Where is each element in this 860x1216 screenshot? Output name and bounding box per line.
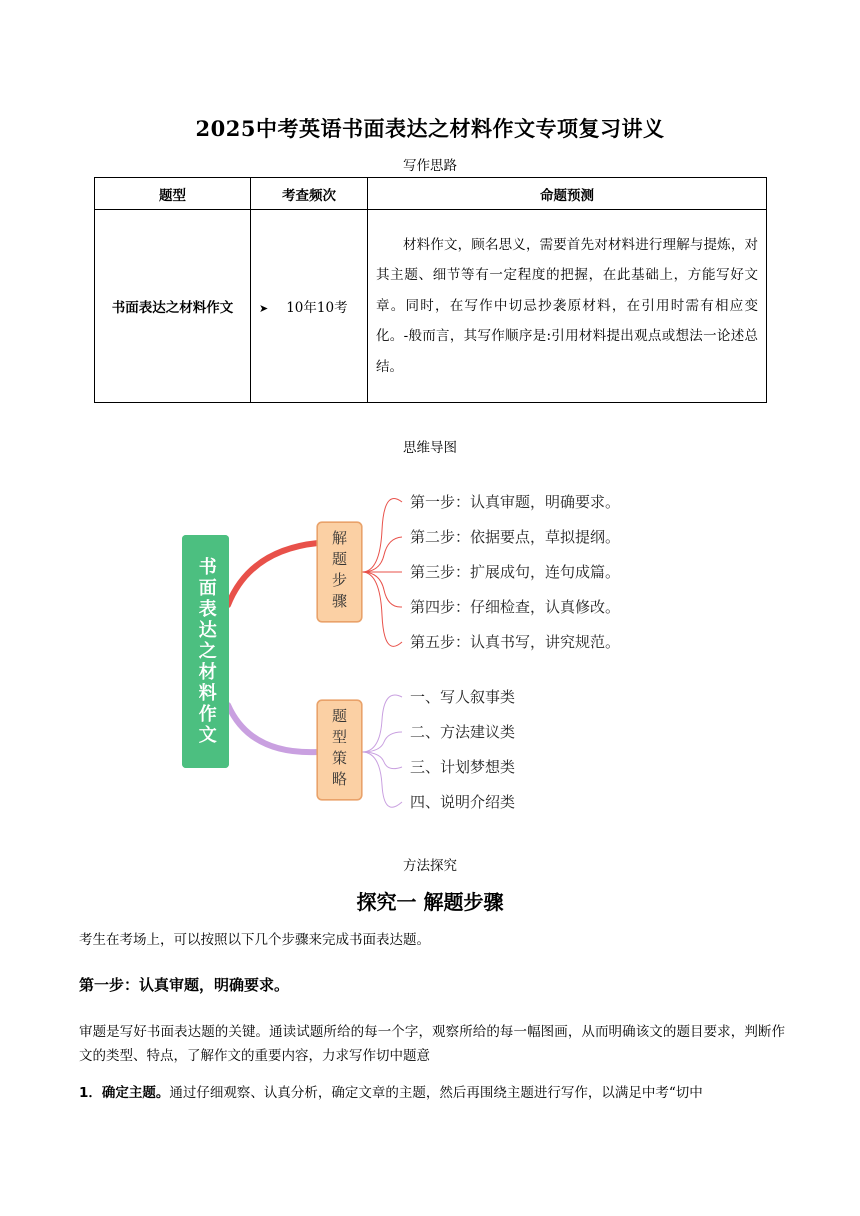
step-item: 第五步：认真书写，讲究规范。 [410,633,621,651]
section-caption-mind-map: 思维导图 [403,440,457,456]
strategy-item: 三、计划梦想类 [410,758,516,776]
frequency-cell [251,210,368,403]
step-item: 第一步：认真审题，明确要求。 [410,493,621,511]
prediction-text: 材料作文，顾名思义，需要首先对材料进行理解与提炼，对其主题、细节等有一定程度的把握，在此基础上，方能写好文章。同时，在写作中切忌抄袭原材料，在引用时需有相应变化。-般而言，其写作顺序是:引用材料提出观点或想法一论述总结。 [376,236,758,375]
step1-paragraph: 审题是写好书面表达题的关键。通读试题所给的每一个字，观察所给的每一幅图画，从而明确该文的题目要求，判断作文的类型、特点，了解作文的重要内容，力求写作切中题意 [79,1024,785,1064]
branch-node-steps-text: 解题步骤 [317,522,362,622]
table-header-cell: 命题预测 [368,178,767,210]
frequency-value: 10年10考 [286,300,348,316]
intro-paragraph: 考生在考场上，可以按照以下几个步骤来完成书面表达题。 [79,932,430,948]
step-item: 第二步：依据要点，草拟提纲。 [410,528,621,546]
section-caption-method-explore: 方法探究 [403,858,457,874]
strategy-item: 一、写人叙事类 [410,688,516,706]
connectors-strategy-items [362,695,402,807]
arrow-bullet-icon: ➤ [259,302,269,315]
point1-label: 1．确定主题。 [79,1085,170,1101]
table-header-row [95,178,767,210]
section-caption-writing-ideas: 写作思路 [403,158,457,174]
strategy-item: 四、说明介绍类 [410,793,516,811]
table-header-cell: 题型 [95,178,251,210]
page-title: 2025中考英语书面表达之材料作文专项复习讲义 [195,116,665,141]
table-row [95,210,767,403]
strategy-item: 二、方法建议类 [410,723,516,741]
connector-steps [228,543,318,605]
question-type-cell: 书面表达之材料作文 [95,210,251,403]
connector-strategies [228,705,318,752]
prediction-cell [368,210,767,403]
branch-node-strategies-text: 题型策略 [317,700,362,800]
overview-table [94,177,767,403]
section-title-steps: 探究一 解题步骤 [356,890,504,914]
connectors-step-items [362,499,402,647]
step-item: 第三步：扩展成句，连句成篇。 [410,563,621,581]
table-header-cell: 考查频次 [251,178,368,210]
point1-text: 通过仔细观察、认真分析，确定文章的主题，然后再围绕主题进行写作，以满足中考“切中 [169,1085,703,1101]
step-item: 第四步：仔细检查，认真修改。 [410,598,621,616]
mind-map-root-label: 书面表达之材料作文 [182,535,229,768]
point1-paragraph [79,1081,785,1105]
step1-heading: 第一步：认真审题，明确要求。 [79,976,290,994]
